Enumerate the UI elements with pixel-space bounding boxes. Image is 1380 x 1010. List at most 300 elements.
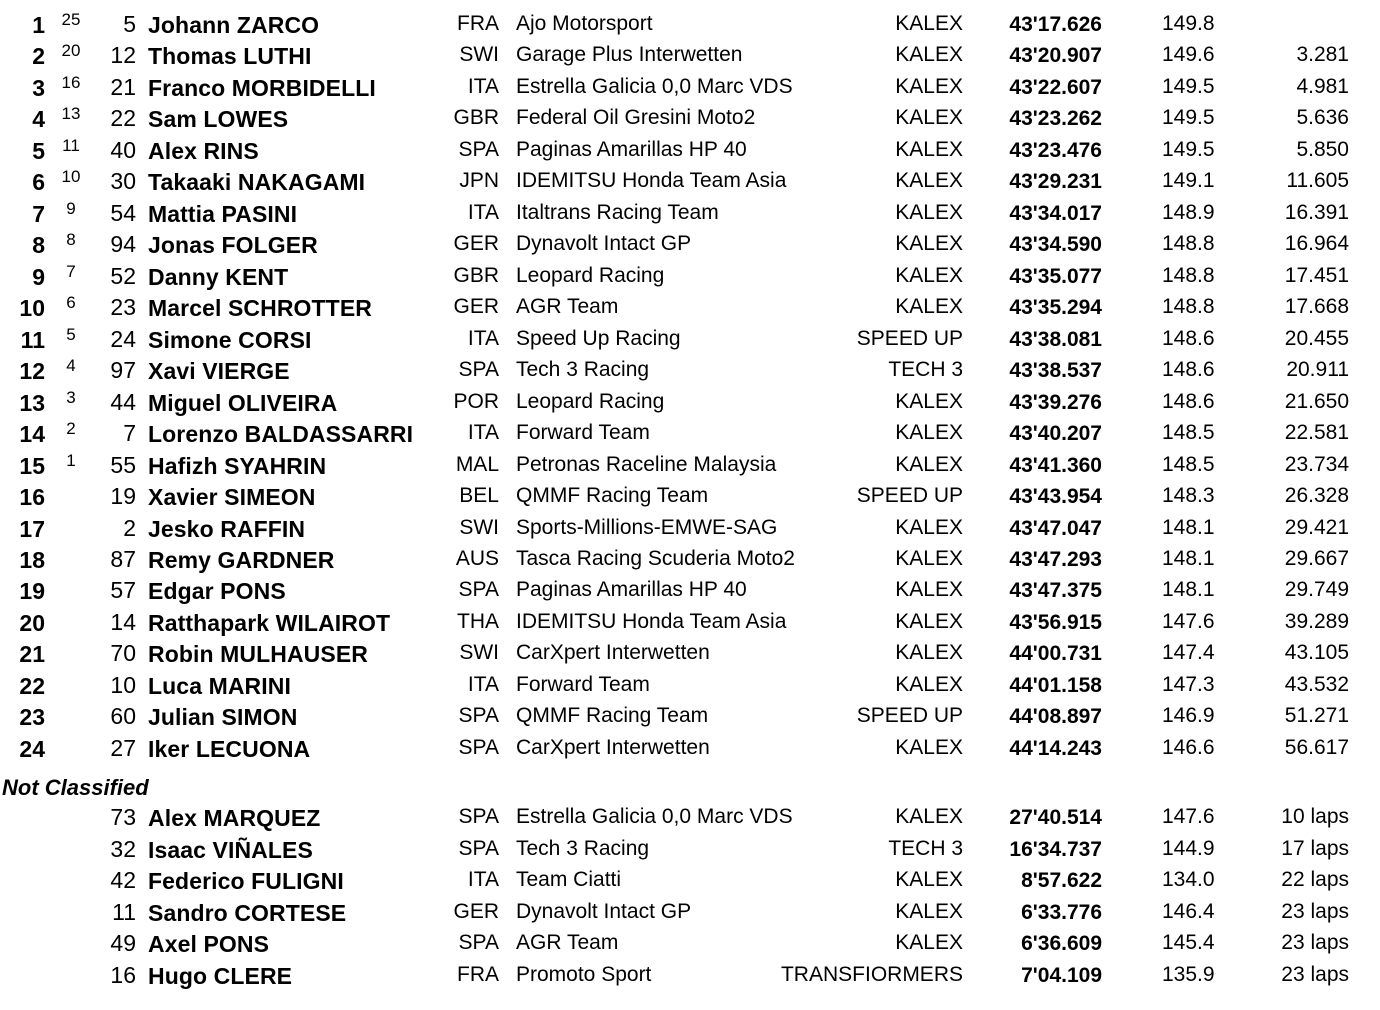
rider-number: 32 (110, 836, 136, 862)
rider-name: Sandro CORTESE (148, 900, 347, 926)
rider-number: 21 (110, 74, 136, 100)
bike-make: TECH 3 (888, 358, 963, 381)
position: 23 (19, 704, 45, 730)
position: 15 (19, 453, 45, 479)
position: 9 (32, 264, 45, 290)
rider-name: Remy GARDNER (148, 547, 335, 573)
bike-make: KALEX (895, 805, 963, 828)
rider-name: Edgar PONS (148, 578, 286, 604)
rider-name: Iker LECUONA (148, 736, 311, 762)
gap: 23 laps (1281, 963, 1349, 986)
team-name: Tasca Racing Scuderia Moto2 (516, 547, 795, 570)
rider-number: 22 (110, 105, 136, 131)
gap: 39.289 (1284, 610, 1349, 633)
nationality: ITA (467, 673, 499, 696)
points: 10 (61, 167, 81, 186)
nationality: ITA (467, 201, 499, 224)
bike-make: SPEED UP (856, 327, 963, 350)
avg-speed: 147.3 (1162, 673, 1215, 696)
team-name: AGR Team (516, 931, 619, 954)
result-row (0, 200, 1380, 231)
race-time: 44'08.897 (1009, 705, 1102, 728)
nationality: SPA (458, 138, 499, 161)
rider-name: Mattia PASINI (148, 201, 298, 227)
bike-make: KALEX (895, 931, 963, 954)
team-name: Paginas Amarillas HP 40 (516, 138, 747, 161)
race-time: 44'14.243 (1009, 737, 1102, 760)
gap: 17.451 (1284, 264, 1349, 287)
rider-name: Jesko RAFFIN (148, 516, 306, 542)
avg-speed: 144.9 (1162, 837, 1215, 860)
points: 3 (66, 388, 76, 407)
bike-make: KALEX (895, 421, 963, 444)
points: 16 (61, 73, 81, 92)
position: 17 (19, 516, 45, 542)
bike-make: KALEX (895, 138, 963, 161)
result-row (0, 640, 1380, 671)
result-row (0, 357, 1380, 388)
team-name: IDEMITSU Honda Team Asia (516, 610, 787, 633)
rider-name: Isaac VIÑALES (148, 837, 313, 863)
gap: 56.617 (1284, 736, 1349, 759)
team-name: Estrella Galicia 0,0 Marc VDS (516, 805, 793, 828)
avg-speed: 146.4 (1162, 900, 1215, 923)
team-name: QMMF Racing Team (516, 484, 709, 507)
gap: 3.281 (1296, 43, 1349, 66)
gap: 16.964 (1284, 232, 1349, 255)
position: 1 (32, 12, 45, 38)
rider-name: Axel PONS (148, 931, 270, 957)
avg-speed: 148.6 (1162, 327, 1215, 350)
rider-name: Danny KENT (148, 264, 289, 290)
bike-make: KALEX (895, 43, 963, 66)
avg-speed: 148.1 (1162, 547, 1215, 570)
race-time: 43'41.360 (1009, 454, 1102, 477)
avg-speed: 149.8 (1162, 12, 1215, 35)
position: 21 (19, 641, 45, 667)
nationality: POR (453, 390, 499, 413)
position: 11 (20, 327, 45, 353)
position: 18 (19, 547, 45, 573)
position: 16 (19, 484, 45, 510)
rider-number: 10 (110, 672, 136, 698)
team-name: Tech 3 Racing (516, 837, 650, 860)
avg-speed: 149.6 (1162, 43, 1215, 66)
race-time: 43'34.590 (1009, 233, 1102, 256)
rider-number: 57 (110, 577, 136, 603)
points: 20 (61, 41, 81, 60)
rider-name: Robin MULHAUSER (148, 641, 368, 667)
rider-name: Hugo CLERE (148, 963, 293, 989)
team-name: CarXpert Interwetten (516, 641, 710, 664)
nationality: ITA (467, 75, 499, 98)
position: 19 (19, 578, 45, 604)
rider-number: 2 (123, 515, 136, 541)
team-name: Promoto Sport (516, 963, 652, 986)
gap: 20.455 (1284, 327, 1349, 350)
gap: 21.650 (1284, 390, 1349, 413)
race-time: 43'43.954 (1009, 485, 1102, 508)
team-name: QMMF Racing Team (516, 704, 709, 727)
result-row (0, 703, 1380, 734)
gap: 43.105 (1284, 641, 1349, 664)
nationality: GER (453, 295, 499, 318)
result-row (0, 672, 1380, 703)
bike-make: KALEX (895, 610, 963, 633)
bike-make: KALEX (895, 736, 963, 759)
result-row (0, 168, 1380, 199)
team-name: Dynavolt Intact GP (516, 232, 692, 255)
result-row (0, 326, 1380, 357)
race-time: 7'04.109 (1021, 964, 1102, 987)
avg-speed: 148.5 (1162, 421, 1215, 444)
points: 8 (66, 230, 76, 249)
avg-speed: 147.6 (1162, 610, 1215, 633)
team-name: Petronas Raceline Malaysia (516, 453, 777, 476)
position: 14 (19, 421, 45, 447)
points: 5 (66, 325, 76, 344)
rider-number: 24 (110, 326, 136, 352)
nationality: SPA (458, 805, 499, 828)
rider-name: Simone CORSI (148, 327, 312, 353)
result-row (0, 899, 1380, 930)
result-row (0, 42, 1380, 73)
race-time: 43'47.293 (1009, 548, 1102, 571)
gap: 29.749 (1284, 578, 1349, 601)
race-time: 43'47.375 (1009, 579, 1102, 602)
position: 2 (32, 43, 45, 69)
points: 25 (61, 10, 81, 29)
nationality: FRA (457, 12, 499, 35)
avg-speed: 148.6 (1162, 358, 1215, 381)
result-row (0, 483, 1380, 514)
result-row (0, 389, 1380, 420)
gap: 23.734 (1284, 453, 1349, 476)
bike-make: KALEX (895, 201, 963, 224)
bike-make: KALEX (895, 868, 963, 891)
rider-number: 30 (110, 168, 136, 194)
nationality: MAL (455, 453, 499, 476)
avg-speed: 148.5 (1162, 453, 1215, 476)
nationality: SPA (458, 704, 499, 727)
rider-number: 19 (110, 483, 136, 509)
gap: 10 laps (1281, 805, 1349, 828)
race-time: 43'17.626 (1009, 13, 1102, 36)
nationality: AUS (455, 547, 499, 570)
bike-make: KALEX (895, 673, 963, 696)
race-time: 44'01.158 (1009, 674, 1102, 697)
rider-number: 40 (110, 137, 136, 163)
rider-name: Xavi VIERGE (148, 358, 290, 384)
rider-number: 70 (110, 640, 136, 666)
avg-speed: 148.9 (1162, 201, 1215, 224)
position: 5 (32, 138, 45, 164)
position: 8 (32, 232, 45, 258)
race-time: 43'20.907 (1009, 44, 1102, 67)
rider-name: Ratthapark WILAIROT (148, 610, 391, 636)
team-name: Leopard Racing (516, 264, 665, 287)
nationality: GER (453, 232, 499, 255)
bike-make: KALEX (895, 232, 963, 255)
nationality: ITA (467, 868, 499, 891)
points: 4 (66, 356, 76, 375)
race-time: 43'47.047 (1009, 517, 1102, 540)
race-time: 6'33.776 (1021, 901, 1102, 924)
bike-make: KALEX (895, 295, 963, 318)
team-name: Forward Team (516, 673, 650, 696)
position: 13 (19, 390, 45, 416)
nationality: THA (457, 610, 499, 633)
bike-make: KALEX (895, 641, 963, 664)
team-name: Ajo Motorsport (516, 12, 653, 35)
nationality: FRA (457, 963, 499, 986)
race-time: 43'34.017 (1009, 202, 1102, 225)
points: 13 (61, 104, 81, 123)
points: 7 (66, 262, 76, 281)
position: 20 (19, 610, 45, 636)
race-time: 43'29.231 (1009, 170, 1102, 193)
result-row (0, 137, 1380, 168)
gap: 23 laps (1281, 931, 1349, 954)
avg-speed: 134.0 (1162, 868, 1215, 891)
position: 24 (19, 736, 45, 762)
gap: 29.421 (1284, 516, 1349, 539)
result-row (0, 74, 1380, 105)
points: 1 (66, 451, 76, 470)
team-name: Italtrans Racing Team (516, 201, 719, 224)
points: 9 (66, 199, 76, 218)
nationality: BEL (459, 484, 499, 507)
race-time: 44'00.731 (1009, 642, 1102, 665)
rider-name: Miguel OLIVEIRA (148, 390, 338, 416)
position: 12 (19, 358, 45, 384)
race-time: 43'23.262 (1009, 107, 1102, 130)
race-time: 8'57.622 (1021, 869, 1102, 892)
result-row (0, 452, 1380, 483)
avg-speed: 147.6 (1162, 805, 1215, 828)
avg-speed: 148.1 (1162, 578, 1215, 601)
avg-speed: 148.6 (1162, 390, 1215, 413)
gap: 26.328 (1284, 484, 1349, 507)
result-row (0, 836, 1380, 867)
race-time: 43'22.607 (1009, 76, 1102, 99)
rider-number: 42 (110, 867, 136, 893)
position: 7 (32, 201, 45, 227)
gap: 23 laps (1281, 900, 1349, 923)
rider-number: 44 (110, 389, 136, 415)
bike-make: KALEX (895, 578, 963, 601)
rider-number: 49 (110, 930, 136, 956)
result-row (0, 294, 1380, 325)
nationality: SWI (459, 516, 499, 539)
bike-make: KALEX (895, 516, 963, 539)
rider-number: 27 (110, 735, 136, 761)
position: 3 (32, 75, 45, 101)
rider-number: 94 (110, 231, 136, 257)
team-name: Dynavolt Intact GP (516, 900, 692, 923)
position: 4 (32, 106, 45, 132)
nationality: GBR (453, 264, 499, 287)
bike-make: SPEED UP (856, 704, 963, 727)
bike-make: KALEX (895, 547, 963, 570)
gap: 20.911 (1286, 358, 1349, 381)
team-name: Forward Team (516, 421, 650, 444)
avg-speed: 147.4 (1162, 641, 1215, 664)
points: 6 (66, 293, 76, 312)
nationality: ITA (467, 327, 499, 350)
gap: 17 laps (1281, 837, 1349, 860)
team-name: IDEMITSU Honda Team Asia (516, 169, 787, 192)
team-name: Paginas Amarillas HP 40 (516, 578, 747, 601)
rider-name: Thomas LUTHI (148, 43, 312, 69)
bike-make: KALEX (895, 169, 963, 192)
race-time: 27'40.514 (1009, 806, 1102, 829)
nationality: SPA (458, 358, 499, 381)
bike-make: KALEX (895, 75, 963, 98)
bike-make: KALEX (895, 900, 963, 923)
team-name: Leopard Racing (516, 390, 665, 413)
race-time: 43'23.476 (1009, 139, 1102, 162)
avg-speed: 149.1 (1162, 169, 1215, 192)
team-name: Federal Oil Gresini Moto2 (516, 106, 756, 129)
rider-name: Marcel SCHROTTER (148, 295, 372, 321)
rider-name: Luca MARINI (148, 673, 291, 699)
rider-name: Jonas FOLGER (148, 232, 318, 258)
rider-number: 23 (110, 294, 136, 320)
result-row (0, 11, 1380, 42)
rider-number: 97 (110, 357, 136, 383)
gap: 5.850 (1296, 138, 1349, 161)
result-row (0, 231, 1380, 262)
race-time: 43'56.915 (1009, 611, 1102, 634)
not-classified-heading: Not Classified (2, 775, 149, 800)
bike-make: KALEX (895, 264, 963, 287)
bike-make: TRANSFIORMERS (780, 963, 963, 986)
points: 11 (62, 136, 80, 155)
nationality: SPA (458, 736, 499, 759)
result-row (0, 546, 1380, 577)
team-name: Tech 3 Racing (516, 358, 650, 381)
rider-name: Lorenzo BALDASSARRI (148, 421, 414, 447)
rider-number: 52 (110, 263, 136, 289)
rider-name: Alex MARQUEZ (148, 805, 321, 831)
avg-speed: 146.6 (1162, 736, 1215, 759)
rider-number: 54 (110, 200, 136, 226)
race-time: 43'39.276 (1009, 391, 1102, 414)
position: 22 (19, 673, 45, 699)
race-time: 16'34.737 (1009, 838, 1102, 861)
rider-name: Franco MORBIDELLI (148, 75, 376, 101)
rider-number: 5 (123, 11, 136, 37)
nationality: GBR (453, 106, 499, 129)
rider-number: 55 (110, 452, 136, 478)
gap: 17.668 (1284, 295, 1349, 318)
avg-speed: 148.3 (1162, 484, 1215, 507)
rider-name: Sam LOWES (148, 106, 289, 132)
bike-make: KALEX (895, 390, 963, 413)
avg-speed: 149.5 (1162, 106, 1215, 129)
rider-number: 16 (110, 962, 136, 988)
result-row (0, 577, 1380, 608)
rider-number: 7 (123, 420, 136, 446)
result-row (0, 105, 1380, 136)
bike-make: KALEX (895, 12, 963, 35)
rider-name: Federico FULIGNI (148, 868, 344, 894)
result-row (0, 804, 1380, 835)
result-row (0, 735, 1380, 766)
avg-speed: 149.5 (1162, 75, 1215, 98)
result-row (0, 515, 1380, 546)
rider-number: 60 (110, 703, 136, 729)
rider-name: Hafizh SYAHRIN (148, 453, 327, 479)
avg-speed: 148.8 (1162, 264, 1215, 287)
bike-make: KALEX (895, 453, 963, 476)
avg-speed: 145.4 (1162, 931, 1215, 954)
team-name: Estrella Galicia 0,0 Marc VDS (516, 75, 793, 98)
bike-make: TECH 3 (888, 837, 963, 860)
avg-speed: 135.9 (1162, 963, 1215, 986)
race-time: 43'40.207 (1009, 422, 1102, 445)
gap: 22.581 (1284, 421, 1349, 444)
race-time: 43'38.081 (1009, 328, 1102, 351)
rider-number: 14 (110, 609, 136, 635)
rider-number: 11 (112, 899, 136, 925)
gap: 43.532 (1284, 673, 1349, 696)
rider-number: 73 (110, 804, 136, 830)
gap: 29.667 (1284, 547, 1349, 570)
rider-number: 12 (110, 42, 136, 68)
gap: 16.391 (1284, 201, 1349, 224)
gap: 5.636 (1296, 106, 1349, 129)
rider-name: Julian SIMON (148, 704, 298, 730)
rider-name: Johann ZARCO (148, 12, 320, 38)
team-name: Garage Plus Interwetten (516, 43, 743, 66)
nationality: SPA (458, 578, 499, 601)
rider-name: Alex RINS (148, 138, 259, 164)
team-name: Team Ciatti (516, 868, 622, 891)
position: 10 (19, 295, 45, 321)
nationality: SWI (459, 641, 499, 664)
avg-speed: 146.9 (1162, 704, 1215, 727)
gap: 11.605 (1286, 169, 1349, 192)
position: 6 (32, 169, 45, 195)
team-name: Speed Up Racing (516, 327, 681, 350)
gap: 4.981 (1296, 75, 1349, 98)
team-name: Sports-Millions-EMWE-SAG (516, 516, 778, 539)
points: 2 (66, 419, 76, 438)
nationality: SPA (458, 931, 499, 954)
result-row (0, 609, 1380, 640)
nationality: SPA (458, 837, 499, 860)
rider-name: Takaaki NAKAGAMI (148, 169, 366, 195)
result-row (0, 420, 1380, 451)
nationality: SWI (459, 43, 499, 66)
gap: 22 laps (1281, 868, 1349, 891)
avg-speed: 149.5 (1162, 138, 1215, 161)
race-time: 6'36.609 (1021, 932, 1102, 955)
team-name: AGR Team (516, 295, 619, 318)
nationality: GER (453, 900, 499, 923)
rider-name: Xavier SIMEON (148, 484, 316, 510)
avg-speed: 148.8 (1162, 232, 1215, 255)
gap: 51.271 (1284, 704, 1349, 727)
result-row (0, 962, 1380, 993)
avg-speed: 148.8 (1162, 295, 1215, 318)
nationality: ITA (467, 421, 499, 444)
bike-make: SPEED UP (856, 484, 963, 507)
race-time: 43'35.294 (1009, 296, 1102, 319)
race-time: 43'38.537 (1009, 359, 1102, 382)
